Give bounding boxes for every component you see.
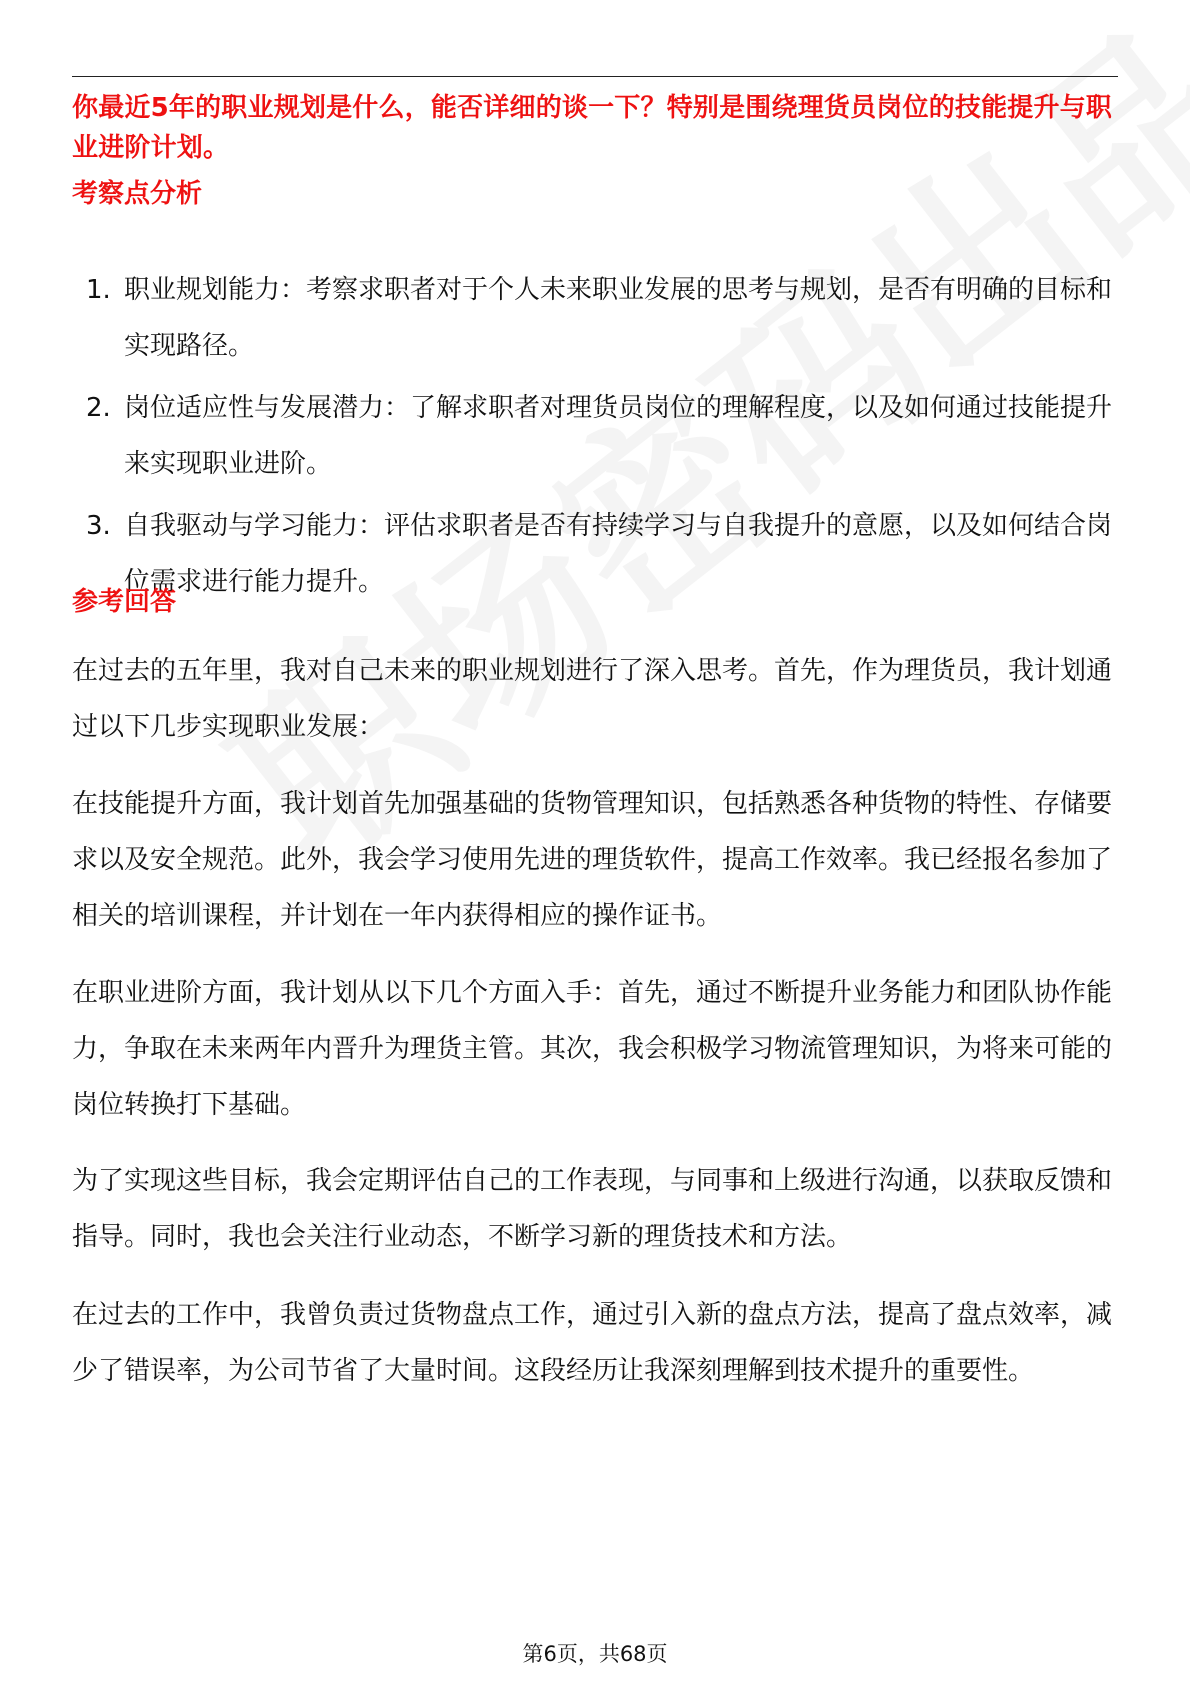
list-item: [72, 380, 1118, 492]
answer-paragraph: 在技能提升方面，我计划首先加强基础的货物管理知识，包括熟悉各种货物的特性、存储要求以及安全规范。此外，我会学习使用先进的理货软件，提高工作效率。我已经报名参加了相关的培训课程，并计划在一年内获得相应的操作证书。: [72, 789, 1113, 931]
list-item-number: 3.: [86, 511, 111, 541]
analysis-heading: 考察点分析: [72, 179, 203, 209]
list-item-number: 2.: [86, 393, 111, 423]
list-item-number: 1.: [86, 275, 111, 305]
list-item: [72, 262, 1118, 374]
top-divider: [72, 76, 1118, 77]
answer-paragraph: 在职业进阶方面，我计划从以下几个方面入手：首先，通过不断提升业务能力和团队协作能力，争取在未来两年内晋升为理货主管。其次，我会积极学习物流管理知识，为将来可能的岗位转换打下基础。: [72, 978, 1113, 1120]
list-item-text: 自我驱动与学习能力：评估求职者是否有持续学习与自我提升的意愿，以及如何结合岗位需求进行能力提升。: [124, 511, 1113, 597]
list-item-text: 岗位适应性与发展潜力：了解求职者对理货员岗位的理解程度，以及如何通过技能提升来实现职业进阶。: [124, 393, 1113, 479]
list-item-text: 职业规划能力：考察求职者对于个人未来职业发展的思考与规划，是否有明确的目标和实现路径。: [124, 275, 1113, 361]
answer-paragraph: 为了实现这些目标，我会定期评估自己的工作表现，与同事和上级进行沟通，以获取反馈和指导。同时，我也会关注行业动态，不断学习新的理货技术和方法。: [72, 1166, 1113, 1252]
page-number: 第6页，共68页: [522, 1642, 668, 1666]
answer-paragraph: 在过去的工作中，我曾负责过货物盘点工作，通过引入新的盘点方法，提高了盘点效率，减少了错误率，为公司节省了大量时间。这段经历让我深刻理解到技术提升的重要性。: [72, 1300, 1113, 1386]
answer-paragraph: 在过去的五年里，我对自己未来的职业规划进行了深入思考。首先，作为理货员，我计划通过以下几步实现职业发展：: [72, 656, 1113, 742]
analysis-list: [72, 262, 1118, 616]
question-title: 你最近5年的职业规划是什么，能否详细的谈一下？特别是围绕理货员岗位的技能提升与职业进阶计划。: [72, 93, 1113, 163]
list-item: [72, 498, 1118, 610]
answer-heading: 参考回答: [72, 587, 177, 617]
